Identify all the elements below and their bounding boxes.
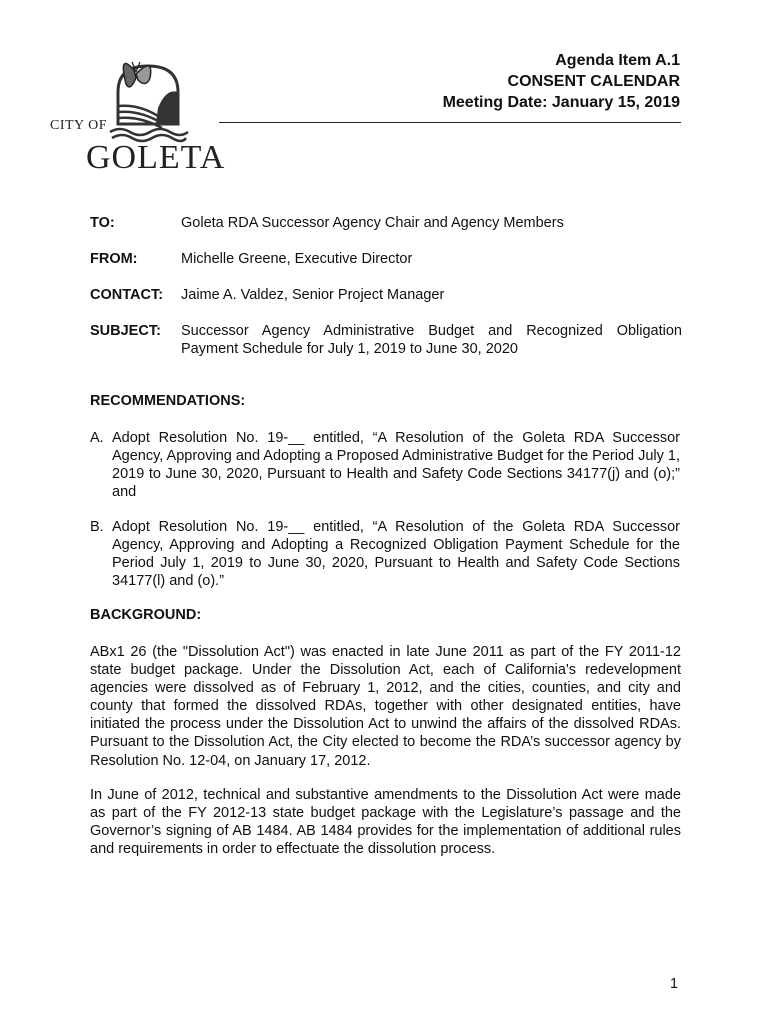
recommendations-heading: RECOMMENDATIONS: <box>90 393 246 409</box>
background-paragraph: In June of 2012, technical and substantive amendments to the Dissolution Act were made as part of the FY 2012-13 state budget package with the Legislature’s passage and the Governor’s signing of AB 1484. AB 1484 provides for the implementation of additional rules and requirements in order to effectuate the dissolution process. <box>90 787 681 858</box>
consent-calendar-label: CONSENT CALENDAR <box>507 73 680 90</box>
logo-city-of: CITY OF <box>50 118 108 133</box>
recommendation-letter: B. <box>90 519 104 535</box>
recommendation-text: Adopt Resolution No. 19-__ entitled, “A Resolution of the Goleta RDA Successor Agency, Approving and Adopting a Proposed Administrative Budget for the Period July 1, 2019 to June 30, 2020, Pursuant to Health and Safety Code Sections 34177(j) and (o);” and <box>112 430 681 500</box>
meeting-date-label: Meeting Date: January 15, 2019 <box>442 94 680 111</box>
contact-label: CONTACT: <box>90 287 164 303</box>
contact-value: Jaime A. Valdez, Senior Project Manager <box>181 287 445 303</box>
recommendation-item <box>90 429 680 501</box>
page-number: 1 <box>670 976 679 992</box>
agenda-item-label: Agenda Item A.1 <box>555 52 680 69</box>
subject-label: SUBJECT: <box>90 323 161 339</box>
background-paragraph: ABx1 26 (the "Dissolution Act") was enacted in late June 2011 as part of the FY 2011-12 state budget package. Under the Dissolution Act, each of California's redevelopment agencies were dissolved as of February 1, 2012, and the cities, counties, and city and county that formed the dissolved RDAs, together with other designated entities, have initiated the process under the Dissolution Act to unwind the affairs of the dissolved RDAs. Pursuant to the Dissolution Act, the City elected to become the RDA’s successor agency by Resolution No. 12-04, on January 17, 2012. <box>90 644 681 769</box>
from-label: FROM: <box>90 251 138 267</box>
subject-value: Successor Agency Administrative Budget and Recognized Obligation Payment Schedule for July 1, 2019 to June 30, 2020 <box>181 323 682 357</box>
city-logo <box>48 48 226 178</box>
recommendation-text: Adopt Resolution No. 19-__ entitled, “A Resolution of the Goleta RDA Successor Agency, Approving and Adopting a Recognized Obligation Payment Schedule for the Period July 1, 2019 to June 30, 2020, Pursuant to Health and Safety Code Sections 34177(l) and (o).” <box>112 519 680 589</box>
recommendation-item <box>90 518 680 590</box>
background-heading: BACKGROUND: <box>90 607 202 623</box>
to-label: TO: <box>90 215 115 231</box>
logo-goleta: GOLETA <box>86 139 226 176</box>
to-value: Goleta RDA Successor Agency Chair and Agency Members <box>181 215 564 231</box>
agenda-header <box>443 50 680 113</box>
from-value: Michelle Greene, Executive Director <box>181 251 413 267</box>
recommendation-letter: A. <box>90 430 104 446</box>
header-divider <box>219 122 681 123</box>
